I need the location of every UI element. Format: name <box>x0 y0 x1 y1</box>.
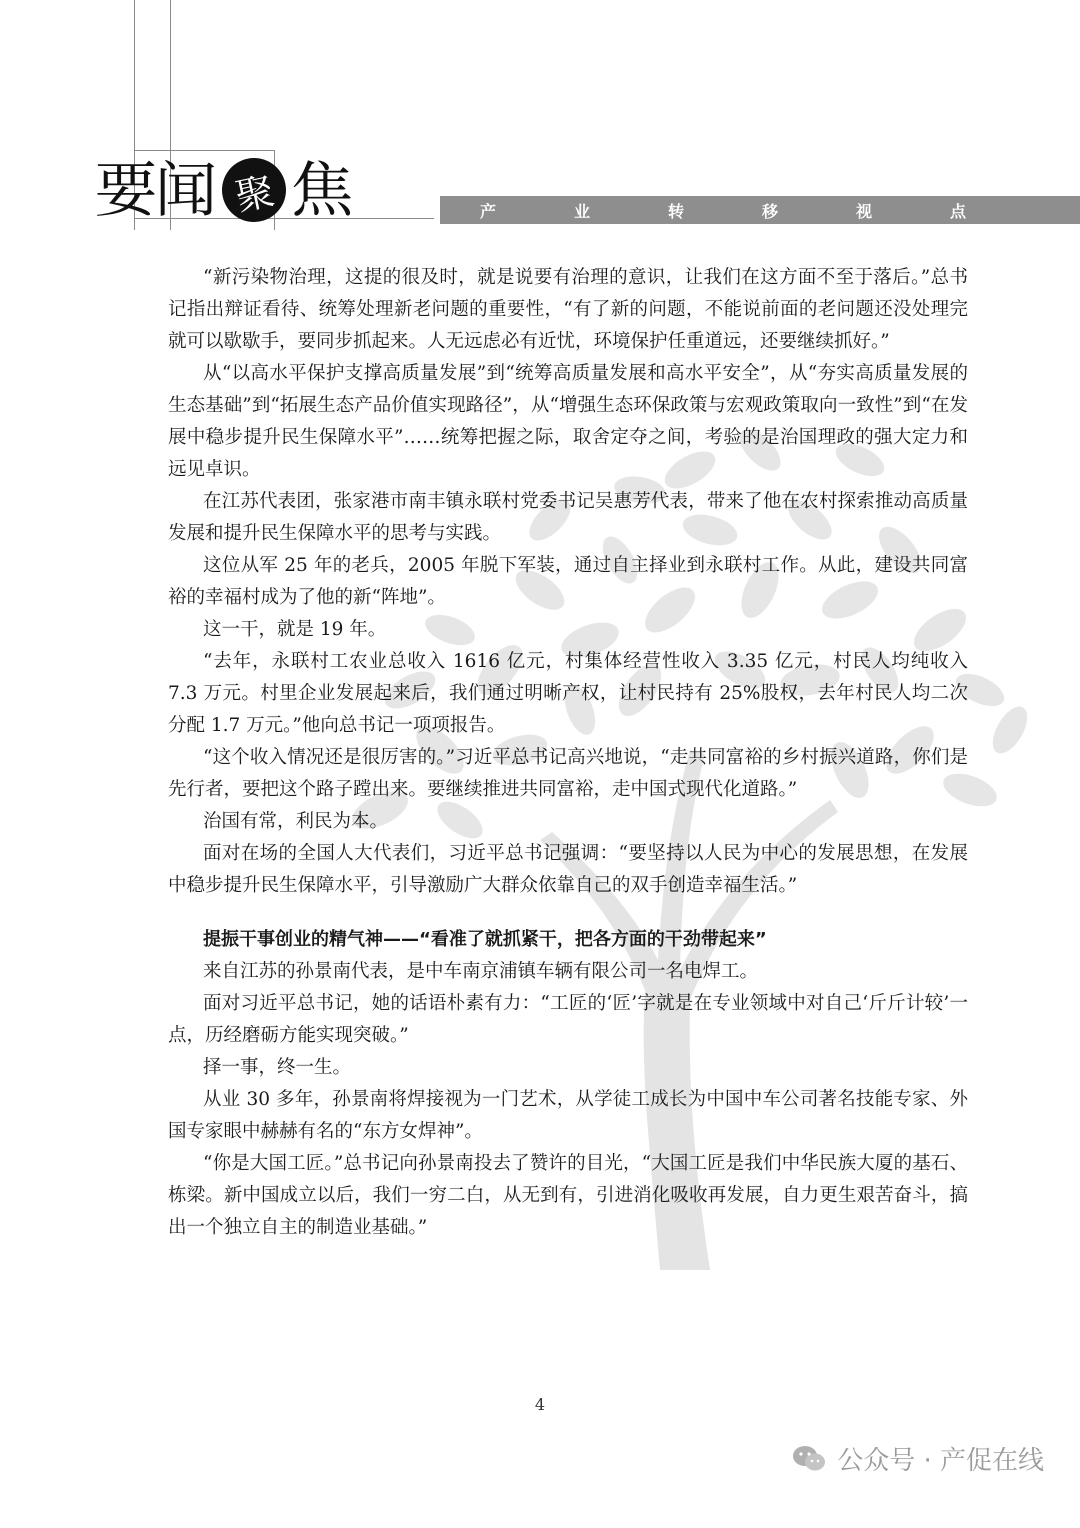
masthead <box>96 150 352 226</box>
paragraph: 这一干，就是 19 年。 <box>203 619 387 640</box>
paragraph: “去年，永联村工农业总收入 1616 亿元，村集体经营性收入 3.35 亿元，村民人均纯收入 7.3 万元。村里企业发展起来后，我们通过明晰产权，让村民持有 25%股权，去年村民人均二次分配 1.7 万元。”他向总书记一项项报告。 <box>168 651 968 736</box>
article-body <box>168 262 968 1244</box>
wechat-icon <box>791 1444 827 1474</box>
paragraph: 从业 30 多年，孙景南将焊接视为一门艺术，从学徒工成长为中国中车公司著名技能专家、外国专家眼中赫赫有名的“东方女焊神”。 <box>168 1089 968 1142</box>
paragraph: 面对在场的全国人大代表们，习近平总书记强调：“要坚持以人民为中心的发展思想，在发展中稳步提升民生保障水平，引导激励广大群众依靠自己的双手创造幸福生活。” <box>168 843 968 896</box>
paragraph: “这个收入情况还是很厉害的。”习近平总书记高兴地说，“走共同富裕的乡村振兴道路，你们是先行者，要把这个路子蹚出来。要继续推进共同富裕，走中国式现代化道路。” <box>168 747 968 800</box>
paragraph: 治国有常，利民为本。 <box>203 811 389 832</box>
paragraph: “你是大国工匠。”总书记向孙景南投去了赞许的目光，“大国工匠是我们中华民族大厦的基石、栋梁。新中国成立以后，我们一穷二白，从无到有，引进消化吸收再发展，自力更生艰苦奋斗，搞出一个独立自主的制造业基础。” <box>168 1153 968 1238</box>
masthead-char-2: 闻 <box>154 156 218 226</box>
account-watermark <box>791 1440 1044 1477</box>
masthead-seal: 聚 <box>216 152 292 228</box>
paragraph: 在江苏代表团，张家港市南丰镇永联村党委书记吴惠芳代表，带来了他在农村探索推动高质量发展和提升民生保障水平的思考与实践。 <box>168 491 968 544</box>
subheading: 提振干事创业的精气神——“看准了就抓紧干，把各方面的干劲带起来” <box>203 929 767 950</box>
page-number: 4 <box>534 1395 546 1414</box>
paragraph: 从“以高水平保护支撑高质量发展”到“统筹高质量发展和高水平安全”，从“夯实高质量发展的生态基础”到“拓展生态产品价值实现路径”，从“增强生态环保政策与宏观政策取向一致性”到“在发展中稳步提升民生保障水平”……统筹把握之际，取舍定夺之间，考验的是治国理政的强大定力和远见卓识。 <box>168 363 968 480</box>
paragraph: 面对习近平总书记，她的话语朴素有力：“工匠的‘匠’字就是在专业领域中对自己‘斤斤计较’一点，历经磨砺方能实现突破。” <box>168 993 968 1046</box>
paragraph: 择一事，终一生。 <box>203 1057 352 1078</box>
paragraph: 这位从军 25 年的老兵，2005 年脱下军装，通过自主择业到永联村工作。从此，建设共同富裕的幸福村成为了他的新“阵地”。 <box>168 555 968 608</box>
watermark-text: 公众号 · 产促在线 <box>837 1446 1044 1476</box>
paragraph: 来自江苏的孙景南代表，是中车南京浦镇车辆有限公司一名电焊工。 <box>203 961 759 982</box>
section-label: 产业转移视点 <box>480 201 1045 221</box>
masthead-char-4: 焦 <box>290 156 354 226</box>
paragraph: “新污染物治理，这提的很及时，就是说要有治理的意识，让我们在这方面不至于落后。”总书记指出辩证看待、统筹处理新老问题的重要性，“有了新的问题，不能说前面的老问题还没处理完就可以歇歇手，要同步抓起来。人无远虑必有近忧，环境保护任重道远，还要继续抓好。” <box>168 267 968 352</box>
section-gap <box>168 902 968 924</box>
section-bar <box>440 196 1080 224</box>
masthead-char-1: 要 <box>94 156 158 226</box>
